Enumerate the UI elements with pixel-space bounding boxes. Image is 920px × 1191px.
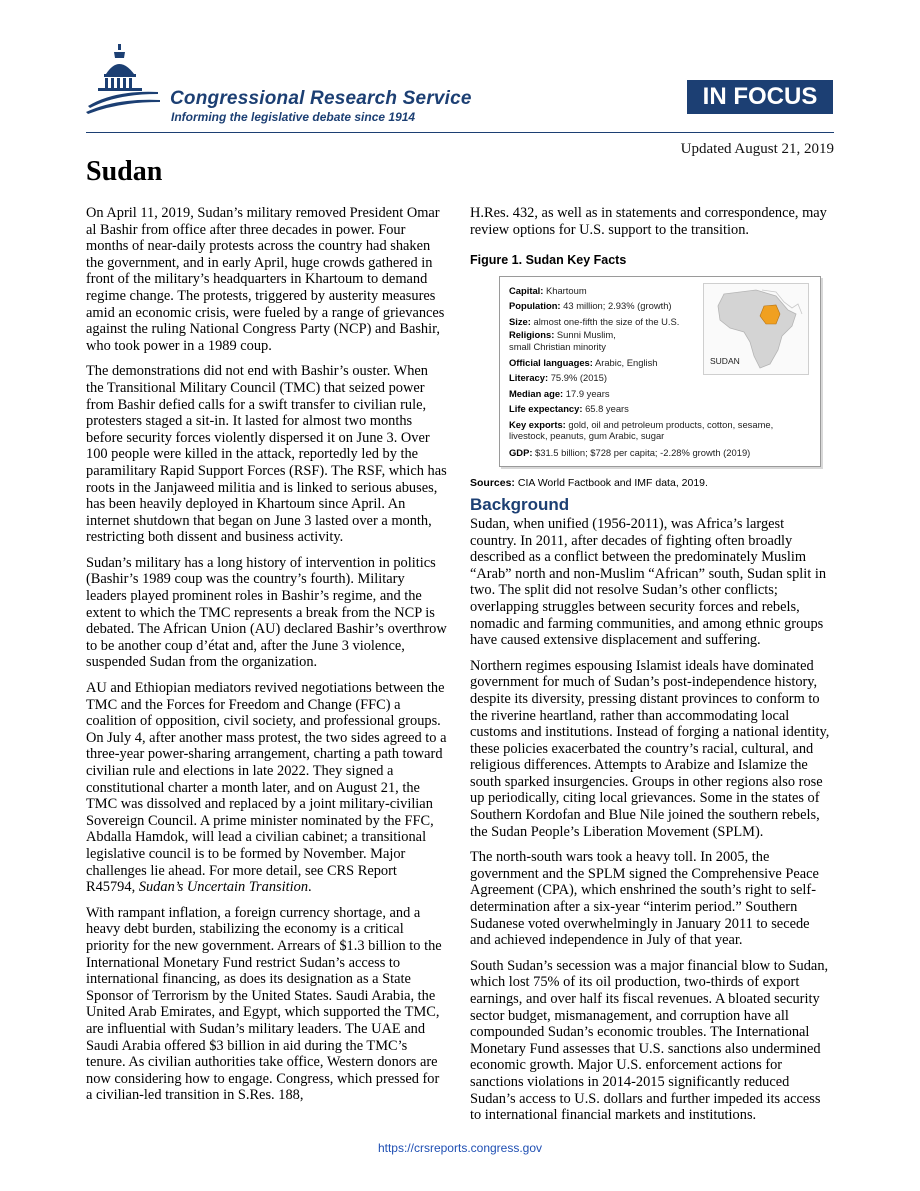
org-name: Congressional Research Service <box>170 88 472 109</box>
fact-row: Official languages: Arabic, English <box>509 357 658 368</box>
fact-row: Capital: Khartoum <box>509 284 587 296</box>
fact-row: Key exports: gold, oil and petroleum products, cotton, sesame, livestock, peanuts, gum Arabic, sugar <box>509 418 774 442</box>
fact-row: Literacy: 75.9% (2015) <box>509 372 607 384</box>
page-title: Sudan <box>86 156 163 187</box>
crs-capitol-dome-logo <box>84 44 162 116</box>
fact-row: GDP: $31.5 billion; $728 per capita; -2.28% growth (2019) <box>509 446 751 458</box>
paragraph: On April 11, 2019, Sudan’s military removed President Omar al Bashir from office after three decades in power. Four months of near-daily protests across the country had shaken the government, and in early April, huge crowds gathered in front of the military’s headquarters in Khartoum to demand regime change. The protests, triggered by austerity measures amid an economic crisis, were fueled by a range of grievances against the ruling National Congress Party (NCP) and Bashir, who took power in a 1989 coup. <box>86 205 445 354</box>
right-column <box>470 205 832 1124</box>
in-focus-badge: IN FOCUS <box>687 80 833 114</box>
paragraph: The north-south wars took a heavy toll. In 2005, the government and the SPLM signed the Comprehensive Peace Agreement (CPA), which enshrined the south’s right to self-determination after a six-year “interim period.” Southern Sudanese voted overwhelmingly in January 2011 to secede and achieved independence in July of that year. <box>470 849 819 949</box>
fact-row: Population: 43 million; 2.93% (growth) <box>509 300 672 312</box>
sources-text: CIA World Factbook and IMF data, 2019. <box>514 476 708 489</box>
fact-row: Religions: Sunni Muslim, small Christian minority <box>509 329 616 352</box>
paragraph-text: AU and Ethiopian mediators revived negotiations between the TMC and the Forces for Freedom and Change (FFC) a coalition of opposition, civil society, and professional groups. On July 4, after another mass protest, the two sides agreed to a three-year power-sharing arrangement, charting a path toward civilian rule and elections in late 2022. They signed a constitutional charter a month later, and on August 21, the TMC was dissolved and replaced by a joint military-civilian Sovereign Council. A prime minister nominated by the FFC, Abdalla Hamdok, will lead a civilian cabinet; a transitional legislative council is to be formed by November. Major challenges lie ahead. For more detail, see CRS Report R45794, <box>86 680 447 896</box>
section-heading: Background <box>470 495 570 515</box>
fact-row: Median age: 17.9 years <box>509 387 610 399</box>
fact-row: Life expectancy: 65.8 years <box>509 403 629 415</box>
report-title-link[interactable]: Sudan’s Uncertain Transition <box>138 879 309 896</box>
paragraph-end: . <box>308 879 312 896</box>
paragraph <box>86 680 448 896</box>
africa-locator-map <box>703 283 809 375</box>
left-column <box>86 205 448 1104</box>
updated-date: Updated August 21, 2019 <box>680 141 834 157</box>
figure-title: Figure 1. Sudan Key Facts <box>470 253 627 268</box>
key-facts-box <box>499 276 821 467</box>
paragraph: The demonstrations did not end with Bashir’s ouster. When the Transitional Military Council (TMC) that seized power from Bashir defied calls for a swift transfer to civilian rule, protesters staged a sit-in. It lasted for almost two months before security forces violently dispersed it on June 3. Over 100 people were killed in the attack, reportedly led by the paramilitary Rapid Support Forces (RSF). The RSF, which has roots in the Janjaweed militia and is linked to serious abuses, has been heavily deployed in Khartoum since April. An internet shutdown that began on June 3 lasted over a month, restricting both dissent and business activity. <box>86 363 447 546</box>
paragraph: Northern regimes espousing Islamist ideals have dominated government for much of Sudan’s post-independence history, despite its diversity, pressing distant provinces to conform to the riverine heartland, rather than accommodating local customs and institutions. Instead of forging a national identity, these policies exacerbated the country’s racial, cultural, and religious differences. Attempts to Arabize and Islamize the south sparked insurgencies. Groups in other regions also rose up periodically, citing local grievances. Some in the states of Southern Kordofan and Blue Nile joined the southern rebels, the Sudan People’s Liberation Movement (SPLM). <box>470 657 830 840</box>
paragraph: Sudan’s military has a long history of intervention in politics (Bashir’s 1989 coup was the country’s fourth). Military leaders played prominent roles in Bashir’s regime, and the extent to which the TMC represents a break from the NCP is debated. The African Union (AU) declared Bashir’s overthrow to be another coup d’état and, after the June 3 violence, suspended Sudan from the organization. <box>86 554 447 671</box>
paragraph: Sudan, when unified (1956-2011), was Africa’s largest country. In 2011, after decades of fighting often broadly described as a conflict between the predominately Muslim “Arab” north and non-Muslim “African” south, Sudan split in two. The split did not resolve Sudan’s other conflicts; overlapping struggles between security forces and rebels, nomadic and farming communities, and among ethnic groups have caused extensive displacement and suffering. <box>470 515 827 649</box>
sources-label: Sources: <box>470 476 515 489</box>
fact-row: Size: almost one-fifth the size of the U.S. <box>509 315 680 327</box>
figure-sources <box>470 475 832 492</box>
paragraph: H.Res. 432, as well as in statements and correspondence, may review options for U.S. support to the transition. <box>470 205 827 238</box>
paragraph: With rampant inflation, a foreign currency shortage, and a heavy debt burden, stabilizing the economy is a critical priority for the new government. Arrears of $1.3 billion to the International Monetary Fund restrict Sudan’s access to international financing, as does its designation as a State Sponsor of Terrorism by the United States. Saudi Arabia, the United Arab Emirates, and Egypt, which supported the TMC, are influential with Sudan’s military leaders. The UAE and Saudi Arabia offered $3 billion in aid during the TMC’s tenure. As civilian authorities take office, Western donors are now considering how to engage. Congress, which pressed for a civilian-led transition in S.Res. 188, <box>86 904 442 1104</box>
org-tagline: Informing the legislative debate since 1914 <box>171 110 416 124</box>
paragraph: South Sudan’s secession was a major financial blow to Sudan, which lost 75% of its oil production, two-thirds of export earnings, and over half its fiscal revenues. A bloated security sector budget, mismanagement, and corruption have all compounded Sudan’s economic troubles. The International Monetary Fund assesses that U.S. sanctions also undermined economic growth. Major U.S. enforcement actions for sanctions violations in 2014-2015 significantly reduced Sudan’s access to U.S. dollars and further impeded its access to international financial markets and institutions. <box>470 957 829 1124</box>
header-divider <box>86 132 834 133</box>
footer-url-link[interactable]: https://crsreports.congress.gov <box>377 1141 543 1155</box>
map-label: SUDAN <box>710 356 740 367</box>
